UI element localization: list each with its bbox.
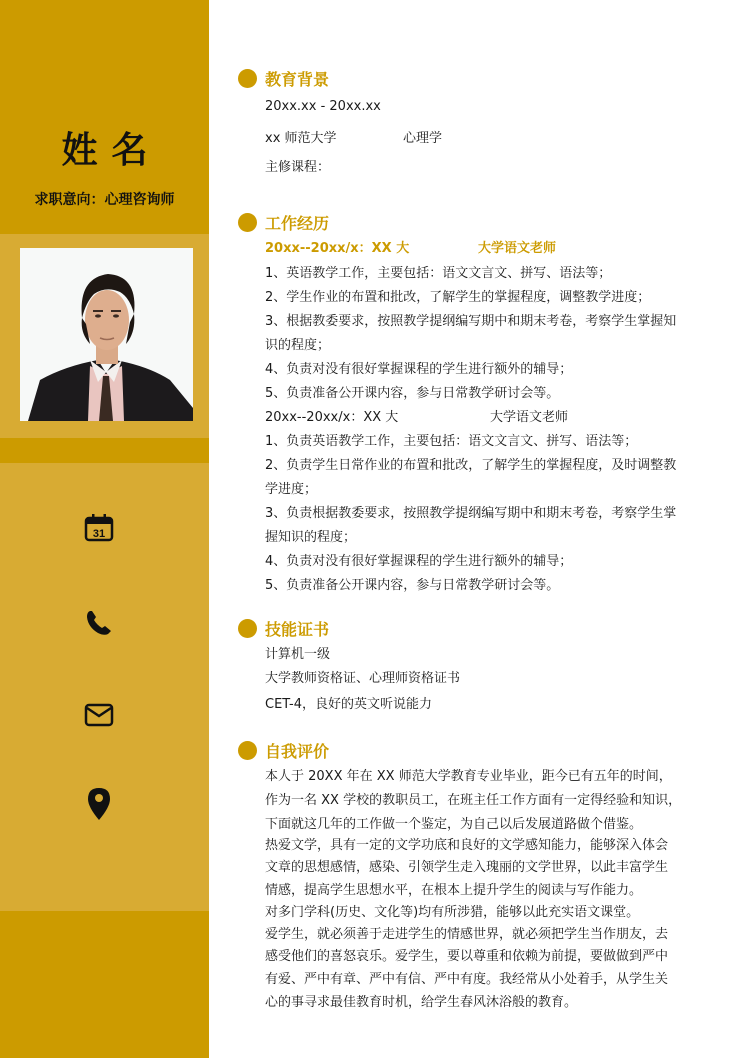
skill-item: 大学教师资格证、心理师资格证书 bbox=[265, 671, 461, 686]
education-school: xx 师范大学 bbox=[265, 131, 337, 146]
self-eval-line: 有爱、严中有章、严中有信、严中有度。我经常从小处着手，从学生关 bbox=[265, 972, 669, 987]
sidebar bbox=[0, 0, 209, 1058]
job-1-period: 20xx--20xx/x：XX 大 bbox=[265, 241, 410, 256]
self-eval-line: 感受他们的喜怒哀乐。爱学生，要以尊重和依赖为前提，要做做到严中 bbox=[265, 949, 669, 964]
footer-band bbox=[0, 911, 209, 1058]
skill-item: CET-4，良好的英文听说能力 bbox=[265, 697, 433, 712]
job-2-line: 握知识的程度； bbox=[265, 530, 357, 545]
job-1-line: 5、负责准备公开课内容，参与日常教学研讨会等。 bbox=[265, 386, 560, 401]
self-eval-line: 热爱文学，具有一定的文学功底和良好的文学感知能力，能够深入体会 bbox=[265, 838, 669, 853]
job-2-line: 3、负责根据教委要求，按照教学提纲编写期中和期末考卷，考察学生掌 bbox=[265, 506, 677, 521]
self-eval-line: 文章的思想感情，感染、引领学生走入瑰丽的文学世界，以此丰富学生 bbox=[265, 860, 669, 875]
job-2-line: 4、负责对没有很好掌握课程的学生进行额外的辅导； bbox=[265, 554, 573, 569]
skills-title: 技能证书 bbox=[265, 620, 330, 639]
job-1-role: 大学语文老师 bbox=[478, 241, 557, 256]
self-eval-header bbox=[238, 739, 329, 762]
divider-band bbox=[0, 438, 209, 463]
job-2-period: 20xx--20xx/x：XX 大 bbox=[265, 410, 399, 425]
self-eval-line: 心的事寻求最佳教育时机，给学生春风沐浴般的教育。 bbox=[265, 995, 578, 1010]
self-eval-line: 本人于 20XX 年在 XX 师范大学教育专业毕业，距今已有五年的时间， bbox=[265, 769, 672, 784]
job-1-line: 1、英语教学工作，主要包括：语文文言文、拼写、语法等； bbox=[265, 266, 612, 281]
bullet-dot-icon bbox=[238, 213, 257, 232]
self-eval-line: 情感，提高学生思想水平，在根本上提升学生的阅读与写作能力。 bbox=[265, 883, 643, 898]
self-eval-title: 自我评价 bbox=[265, 742, 330, 761]
skills-header bbox=[238, 617, 329, 640]
education-period: 20xx.xx - 20xx.xx bbox=[265, 99, 381, 114]
phone-icon bbox=[84, 608, 114, 638]
education-major: 心理学 bbox=[403, 131, 443, 146]
skill-item: 计算机一级 bbox=[265, 647, 331, 662]
bullet-dot-icon bbox=[238, 741, 257, 760]
self-eval-line: 作为一名 XX 学校的教职员工，在班主任工作方面有一定得经验和知识， bbox=[265, 793, 682, 808]
candidate-name: 姓名 bbox=[61, 130, 162, 171]
self-eval-line: 下面就这几年的工作做一个鉴定，为自己以后发展道路做个借鉴。 bbox=[265, 817, 643, 832]
self-eval-line: 对多门学科(历史、文化等)均有所涉猎，能够以此充实语文课堂。 bbox=[265, 905, 640, 920]
job-1-line: 2、学生作业的布置和批改，了解学生的掌握程度，调整教学进度； bbox=[265, 290, 651, 305]
job-2-line: 5、负责准备公开课内容，参与日常教学研讨会等。 bbox=[265, 578, 560, 593]
job-1-line: 识的程度； bbox=[265, 338, 331, 353]
job-2-role: 大学语文老师 bbox=[490, 410, 569, 425]
job-1-line: 4、负责对没有很好掌握课程的学生进行额外的辅导； bbox=[265, 362, 573, 377]
bullet-dot-icon bbox=[238, 619, 257, 638]
work-header bbox=[238, 211, 329, 234]
mail-icon bbox=[84, 700, 114, 730]
job-2-line: 2、负责学生日常作业的布置和批改，了解学生的掌握程度，及时调整教 bbox=[265, 458, 677, 473]
job-intent: 求职意向：心理咨询师 bbox=[34, 192, 175, 208]
work-title: 工作经历 bbox=[265, 214, 330, 233]
calendar-icon bbox=[84, 513, 114, 543]
education-title: 教育背景 bbox=[265, 70, 330, 89]
location-pin-icon bbox=[84, 786, 114, 816]
job-1-line: 3、根据教委要求，按照教学提纲编写期中和期末考卷，考察学生掌握知 bbox=[265, 314, 677, 329]
bullet-dot-icon bbox=[238, 69, 257, 88]
education-courses: 主修课程： bbox=[265, 160, 331, 175]
self-eval-line: 爱学生，就必须善于走进学生的情感世界，就必须把学生当作朋友，去 bbox=[265, 927, 669, 942]
profile-photo bbox=[20, 248, 193, 421]
job-2-line: 学进度； bbox=[265, 482, 318, 497]
education-header bbox=[238, 67, 329, 90]
svg-text:31: 31 bbox=[92, 528, 106, 540]
job-2-line: 1、负责英语教学工作，主要包括：语文文言文、拼写、语法等； bbox=[265, 434, 638, 449]
